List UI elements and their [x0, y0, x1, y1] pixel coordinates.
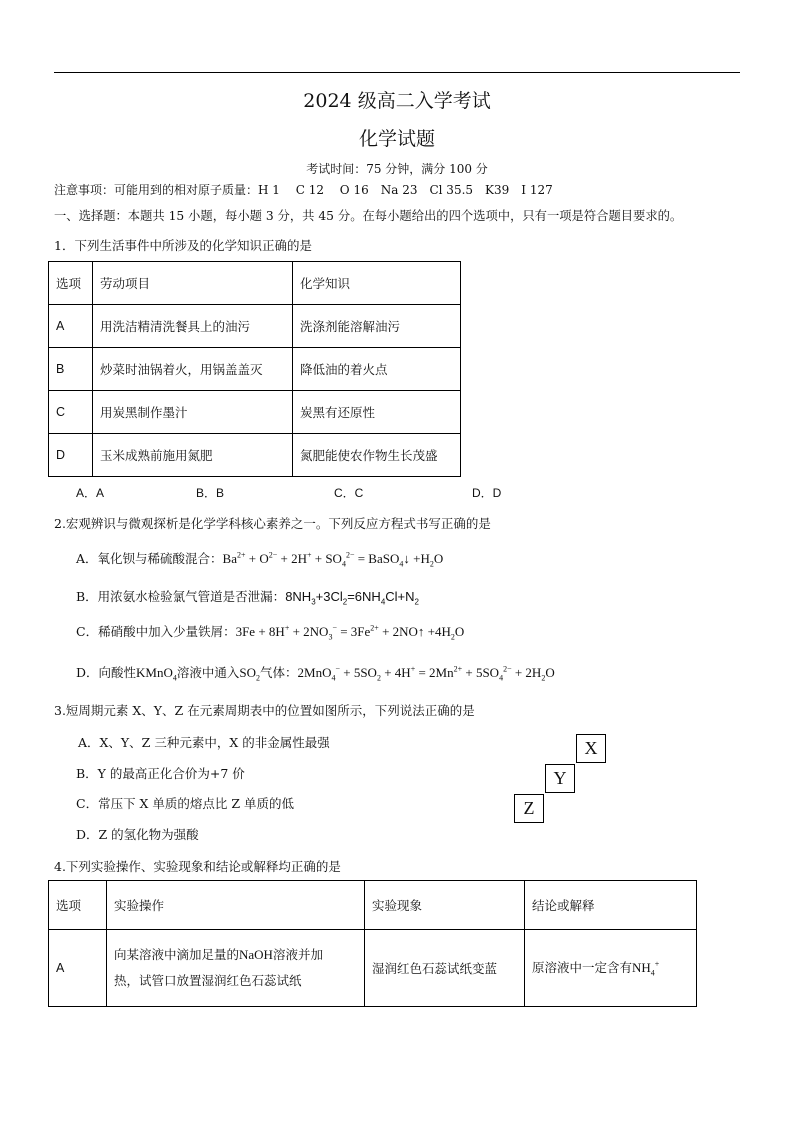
table-row: [49, 434, 461, 477]
q4-header-phenomenon: 实验现象: [365, 881, 525, 930]
element-x-box: X: [576, 734, 606, 763]
q4-row-operation: 向某溶液中滴加足量的NaOH溶液并加 热，试管口放置湿润红色石蕊试纸: [107, 930, 365, 1007]
q2-option-c-label: C．稀硝酸中加入少量铁屑：: [76, 624, 236, 639]
top-rule: [54, 72, 740, 73]
q1-stem: 1．下列生活事件中所涉及的化学知识正确的是: [54, 238, 312, 253]
q2-option-d[interactable]: [76, 663, 555, 683]
q1-row-option: B: [49, 348, 93, 391]
q4-header-operation: 实验操作: [107, 881, 365, 930]
q2-option-c[interactable]: [76, 622, 464, 642]
q1-row-knowledge: 降低油的着火点: [293, 348, 461, 391]
q2-option-b[interactable]: [76, 587, 419, 607]
so2-formula: $SO_2$: [239, 665, 261, 683]
notice: 注意事项：可能用到的相对原子质量：H 1 C 12 O 16 Na 23 Cl 35.5 K39 I 127: [54, 183, 553, 197]
q1-row-project: 用洗洁精清洗餐具上的油污: [93, 305, 293, 348]
q4-row-option: A: [49, 930, 107, 1007]
table-row: [49, 348, 461, 391]
q2-option-a-equation: $Ba^{2+} + O^{2-} + 2H^+ + SO_4^{2-}$ = BaSO$_4$↓ $+H_2O$: [222, 550, 444, 569]
q2-option-b-label: B．用浓氨水检验氯气管道是否泄漏：: [76, 589, 286, 604]
q1-header-row: [49, 262, 461, 305]
q1-table: [48, 261, 461, 477]
subject-title: 化学试题: [358, 128, 435, 150]
q3-option-d[interactable]: D．Z 的氢化物为强酸: [76, 827, 199, 842]
q2-option-b-equation: $8NH_3+3Cl_2=6NH_4Cl+N_2$: [285, 589, 419, 607]
q1-option-d[interactable]: D．D: [472, 486, 502, 500]
q2-option-d-mid1: 溶液中通入: [176, 665, 240, 680]
q4-table: [48, 880, 697, 1007]
q1-row-project: 用炭黑制作墨汁: [93, 391, 293, 434]
exam-info: 考试时间：75 分钟，满分 100 分: [306, 162, 488, 176]
q3-option-a[interactable]: A．X、Y、Z 三种元素中，X 的非金属性最强: [78, 735, 330, 750]
nh4-formula: $NH_4^+$: [632, 959, 660, 978]
q2-option-d-equation: $2MnO_4^- + 5SO_2 + 4H^+ = 2Mn^{2+} + 5SO_4^{2-} + 2H_2O$: [297, 664, 555, 683]
q1-row-option: A: [49, 305, 93, 348]
q1-header-project: 劳动项目: [93, 262, 293, 305]
kmno4-formula: KMnO$_4$: [136, 665, 177, 683]
q2-option-d-mid2: 气体：: [260, 665, 298, 680]
q1-row-knowledge: 炭黑有还原性: [293, 391, 461, 434]
q1-row-project: 炒菜时油锅着火，用锅盖盖灭: [93, 348, 293, 391]
table-row: [49, 930, 697, 1007]
q2-stem: 2.宏观辨识与微观探析是化学学科核心素养之一。下列反应方程式书写正确的是: [54, 516, 491, 531]
q4-stem: 4.下列实验操作、实验现象和结论或解释均正确的是: [54, 859, 341, 874]
q1-row-knowledge: 氮肥能使农作物生长茂盛: [293, 434, 461, 477]
q1-option-a[interactable]: A．A: [76, 486, 105, 500]
q1-option-c[interactable]: C．C: [334, 486, 364, 500]
q1-header-option: 选项: [49, 262, 93, 305]
exam-title: 2024 级高二入学考试: [303, 90, 491, 112]
q2-option-a[interactable]: [76, 549, 443, 569]
q1-row-project: 玉米成熟前施用氮肥: [93, 434, 293, 477]
q2-option-a-label: A．氧化钡与稀硫酸混合：: [76, 551, 223, 566]
q1-row-knowledge: 洗涤剂能溶解油污: [293, 305, 461, 348]
q1-row-option: C: [49, 391, 93, 434]
q2-option-c-equation: $3Fe + 8H^+ + 2NO_3^- = 3Fe^{2+}$ + 2NO↑ $+4H_2O$: [235, 623, 465, 642]
q4-row-conclusion: 原溶液中一定含有$NH_4^+$: [525, 930, 697, 1007]
q3-option-b[interactable]: B．Y 的最高正化合价为+7 价: [76, 766, 245, 781]
q1-row-option: D: [49, 434, 93, 477]
q1-option-b[interactable]: B．B: [196, 486, 225, 500]
q2-option-d-label: D．向酸性: [76, 665, 137, 680]
q3-option-c[interactable]: C．常压下 X 单质的熔点比 Z 单质的低: [76, 796, 295, 811]
table-row: [49, 391, 461, 434]
q4-header-row: [49, 881, 697, 930]
section-1-heading: 一、选择题：本题共 15 小题，每小题 3 分，共 45 分。在每小题给出的四个选项中，只有一项是符合题目要求的。: [54, 209, 683, 223]
q4-header-option: 选项: [49, 881, 107, 930]
table-row: [49, 305, 461, 348]
q1-header-knowledge: 化学知识: [293, 262, 461, 305]
element-y-box: Y: [545, 764, 575, 793]
element-z-box: Z: [514, 794, 544, 823]
q4-row-phenomenon: 湿润红色石蕊试纸变蓝: [365, 930, 525, 1007]
q3-stem: 3.短周期元素 X、Y、Z 在元素周期表中的位置如图所示，下列说法正确的是: [54, 703, 475, 718]
q4-header-conclusion: 结论或解释: [525, 881, 697, 930]
